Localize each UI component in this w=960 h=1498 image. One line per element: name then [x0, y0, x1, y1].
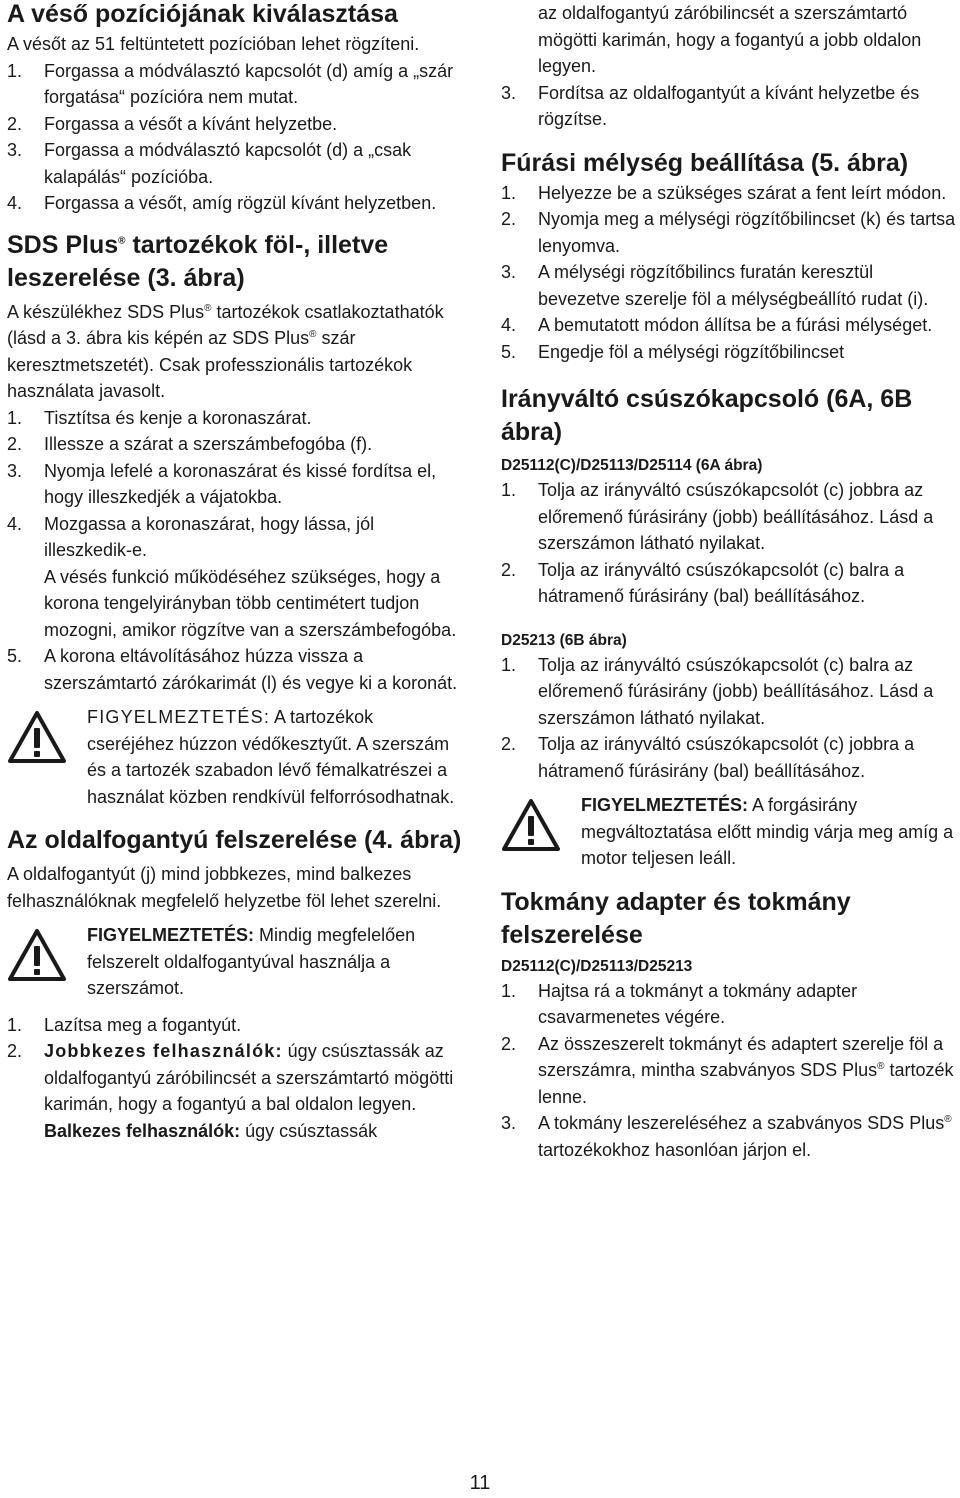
warning-text: Mindig megfelelően felszerelt oldalfogantyúval használja a szerszámot. [87, 925, 416, 998]
list-item: 1. Hajtsa rá a tokmányt a tokmány adapter csavarmenetes végére. [501, 980, 858, 1027]
list-item: 3. Fordítsa az oldalfogantyút a kívánt helyzetbe és rögzítse. [501, 82, 920, 129]
list-item-continuation: A vésés funkció működéséhez szükséges, hogy a korona tengelyirányban több centimétert tudjon mozogni, amikor rögzítve van a szerszámbefogóba. [44, 566, 457, 640]
section-title-chuck-adapter: Tokmány adapter és tokmány felszerelése [501, 887, 851, 949]
list-item-continuation: az oldalfogantyú záróbilincsét a szerszámtartó mögötti karimán, hogy a fogantyú a jobb oldalon legyen. [538, 3, 922, 76]
list-item: 3. A mélységi rögzítőbilincs furatán keresztül bevezetve szerelje föl a mélységbeállító rudat (i). [501, 262, 929, 309]
warning-box [7, 704, 463, 810]
subsection-title: D25213 (6B ábra) [501, 631, 627, 649]
list-item: 2. Forgassa a vésőt a kívánt helyzetbe. [7, 113, 338, 134]
page-number: 11 [469, 1472, 491, 1494]
warning-text: A tartozékok cseréjéhez húzzon védőkesztyűt. A szerszám és a tartozék szabadon lévő fémalkatrészei a használat közben rendkívül felforrósodhatnak. [87, 707, 455, 807]
section-title-chisel-position: A véső pozíciójának kiválasztása [7, 0, 398, 28]
list-item: 2. Tolja az irányváltó csúszókapcsolót (c) balra a hátramenő fúrásirány (bal) beállításához. [501, 559, 905, 606]
warning-label: FIGYELMEZTETÉS: [87, 707, 271, 727]
sds-plus-intro: A készülékhez SDS Plus® tartozékok csatlakoztathatók (lásd a 3. ábra kis képén az SDS Plus® szár keresztmetszetét). Csak professzionális tartozékok használata javasolt. [7, 301, 444, 401]
list-item: 3. Nyomja lefelé a koronaszárat és kissé fordítsa el, hogy illeszkedjék a vájatokba. [7, 460, 437, 507]
left-column [7, 0, 463, 1144]
list-item: 3. Forgassa a módválasztó kapcsolót (d) a „csak kalapálás“ pozícióba. [7, 140, 412, 187]
list-item: 2. Tolja az irányváltó csúszókapcsolót (c) jobbra a hátramenő fúrásirány (bal) beállításához. [501, 734, 915, 781]
list-item: 5. Engedje föl a mélységi rögzítőbilincset [501, 341, 845, 362]
list-item: 5. A korona eltávolításához húzza vissza a szerszámtartó zárókarimát (l) és vegye ki a koronát. [7, 646, 458, 693]
right-column [501, 0, 957, 1163]
list-item: 1. Tolja az irányváltó csúszókapcsolót (c) jobbra az előremenő fúrásirány (jobb) beállításához. Lásd a szerszámon látható nyilakat. [501, 480, 934, 553]
list-item: 2. Az összeszerelt tokmányt és adaptert szerelje föl a szerszámra, mintha szabványos SDS Plus® tartozék lenne. [501, 1033, 954, 1107]
list-item: 4. A bemutatott módon állítsa be a fúrási mélységet. [501, 315, 933, 335]
subsection-title: D25112(C)/D25113/D25213 [501, 957, 693, 975]
warning-text: A forgásirány megváltoztatása előtt mindig várja meg amíg a motor teljesen leáll. [581, 795, 954, 868]
warning-triangle-icon [7, 710, 67, 764]
warning-triangle-icon [501, 798, 561, 852]
section-title-sds-plus: SDS Plus® tartozékok föl-, illetve leszerelése (3. ábra) [7, 230, 389, 292]
list-item: 2. Jobbkezes felhasználók: úgy csúsztassák az oldalfogantyú záróbilincsét a szerszámtartó mögötti karimán, hogy a fogantyú a bal oldalon legyen. [7, 1041, 454, 1114]
list-item: 3. A tokmány leszereléséhez a szabványos SDS Plus® tartozékokhoz hasonlóan járjon el. [501, 1113, 952, 1160]
chisel-position-intro: A vésőt az 51 feltüntetett pozícióban lehet rögzíteni. [7, 34, 420, 54]
warning-triangle-icon [7, 928, 67, 982]
side-handle-intro: A oldalfogantyút (j) mind jobbkezes, mind balkezes felhasználóknak megfelelő helyzetbe föl lehet szerelni. [7, 864, 442, 911]
list-item: 2. Nyomja meg a mélységi rögzítőbilincset (k) és tartsa lenyomva. [501, 209, 956, 256]
list-item: 2. Illessze a szárat a szerszámbefogóba (f). [7, 434, 373, 454]
list-item: 1. Lazítsa meg a fogantyút. [7, 1014, 242, 1035]
list-item: 4. Forgassa a vésőt, amíg rögzül kívánt helyzetben. [7, 193, 437, 213]
list-item: 1. Helyezze be a szükséges szárat a fent leírt módon. [501, 182, 947, 203]
list-item-continuation: Balkezes felhasználók: úgy csúsztassák [44, 1120, 378, 1141]
list-item: 1. Forgassa a módválasztó kapcsolót (d) amíg a „szár forgatása“ pozícióra nem mutat. [7, 60, 454, 107]
warning-label: FIGYELMEZTETÉS: [581, 795, 749, 815]
section-title-reversing-switch: Irányváltó csúszókapcsoló (6A, 6B ábra) [501, 385, 913, 446]
section-title-side-handle: Az oldalfogantyú felszerelése (4. ábra) [7, 826, 462, 854]
list-item: 4. Mozgassa a koronaszárat, hogy lássa, jól illeszkedik-e. [7, 513, 375, 560]
list-item: 1. Tolja az irányváltó csúszókapcsolót (c) balra az előremenő fúrásirány (jobb) beállításához. Lásd a szerszámon látható nyilakat. [501, 654, 934, 728]
subsection-title: D25112(C)/D25113/D25114 (6A ábra) [501, 457, 763, 474]
section-title-drilling-depth: Fúrási mélység beállítása (5. ábra) [501, 148, 909, 177]
list-item: 1. Tisztítsa és kenje a koronaszárat. [7, 407, 312, 428]
warning-box [7, 922, 463, 1002]
warning-label: FIGYELMEZTETÉS: [87, 925, 255, 945]
warning-box [501, 792, 957, 872]
